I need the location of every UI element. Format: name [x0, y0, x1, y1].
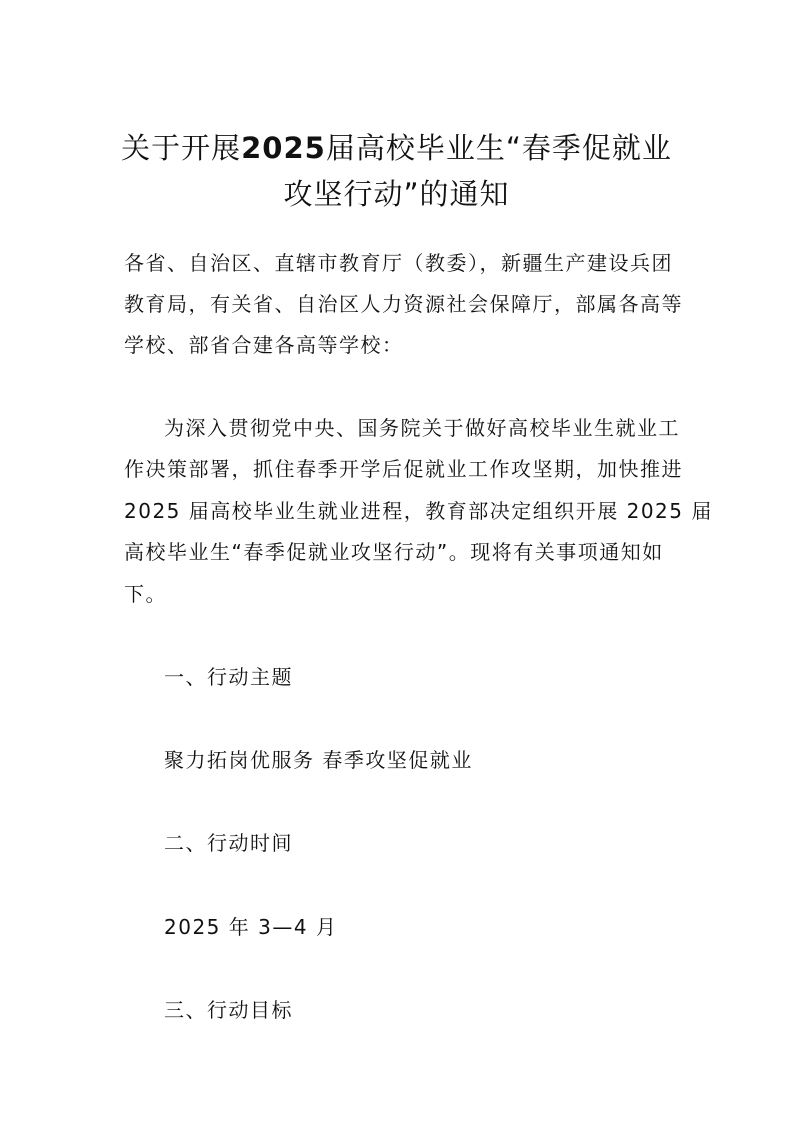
intro-line: 2025 届高校毕业生就业进程，教育部决定组织开展 2025 届 — [124, 499, 713, 523]
intro-line: 为深入贯彻党中央、国务院关于做好高校毕业生就业工 — [164, 416, 680, 440]
section-body-time: 2025 年 3—4 月 — [164, 915, 338, 939]
section-body-theme: 聚力拓岗优服务 春季攻坚促就业 — [164, 748, 473, 772]
intro-line: 下。 — [124, 582, 167, 606]
title-prefix: 关于开展 — [121, 131, 242, 165]
title-suffix: 届高校毕业生“春季促就业 — [325, 131, 672, 165]
intro-line: 作决策部署，抓住春季开学后促就业工作攻坚期，加快推进 — [124, 457, 683, 481]
section-heading-theme: 一、行动主题 — [164, 665, 293, 689]
section-heading-goals: 三、行动目标 — [164, 998, 293, 1022]
title-year: 2025 — [241, 131, 326, 165]
document-title-line-1 — [80, 128, 713, 168]
intro-line: 高校毕业生“春季促就业攻坚行动”。现将有关事项通知如 — [124, 540, 664, 564]
section-heading-time: 二、行动时间 — [164, 831, 293, 855]
document-title-line-2: 攻坚行动”的通知 — [283, 177, 510, 211]
salutation-line: 学校、部省合建各高等学校： — [124, 333, 404, 357]
salutation-line: 各省、自治区、直辖市教育厅（教委），新疆生产建设兵团 — [124, 251, 673, 275]
salutation-line: 教育局，有关省、自治区人力资源社会保障厅，部属各高等 — [124, 292, 683, 316]
